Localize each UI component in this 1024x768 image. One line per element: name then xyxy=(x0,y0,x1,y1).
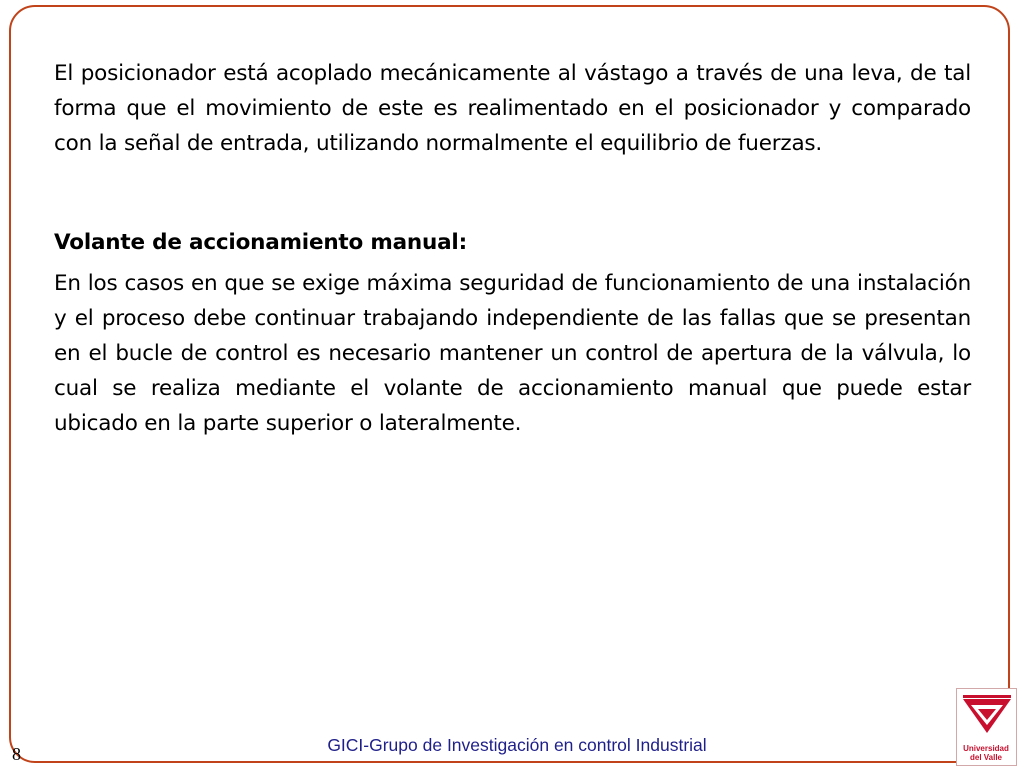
paragraph-positioner: El posicionador está acoplado mecánicamente al vástago a través de una leva, de tal forma que el movimiento de este es realimentado en el posicionador y comparado con la señal de entrada, utilizando normalmente el equilibrio de fuerzas. xyxy=(54,61,971,156)
section-heading: Volante de accionamiento manual: xyxy=(54,230,467,255)
paragraph-manual-wheel: En los casos en que se exige máxima seguridad de funcionamiento de una instalación y el proceso debe continuar trabajando independiente de las fallas que se presentan en el bucle de control es necesario mantener un control de apertura de la válvula, lo cual se realiza mediante el volante de accionamiento manual que puede estar ubicado en la parte superior o lateralmente. xyxy=(54,271,971,436)
university-logo xyxy=(956,688,1017,766)
logo-text-line-2: del Valle xyxy=(969,753,1003,762)
footer-text: GICI-Grupo de Investigación en control Industrial xyxy=(327,735,707,755)
logo-text-line-1: Universidad xyxy=(963,744,1009,753)
page-number: 8 xyxy=(12,744,21,764)
slide-content xyxy=(54,56,971,441)
universidad-del-valle-logo-icon xyxy=(961,693,1013,741)
